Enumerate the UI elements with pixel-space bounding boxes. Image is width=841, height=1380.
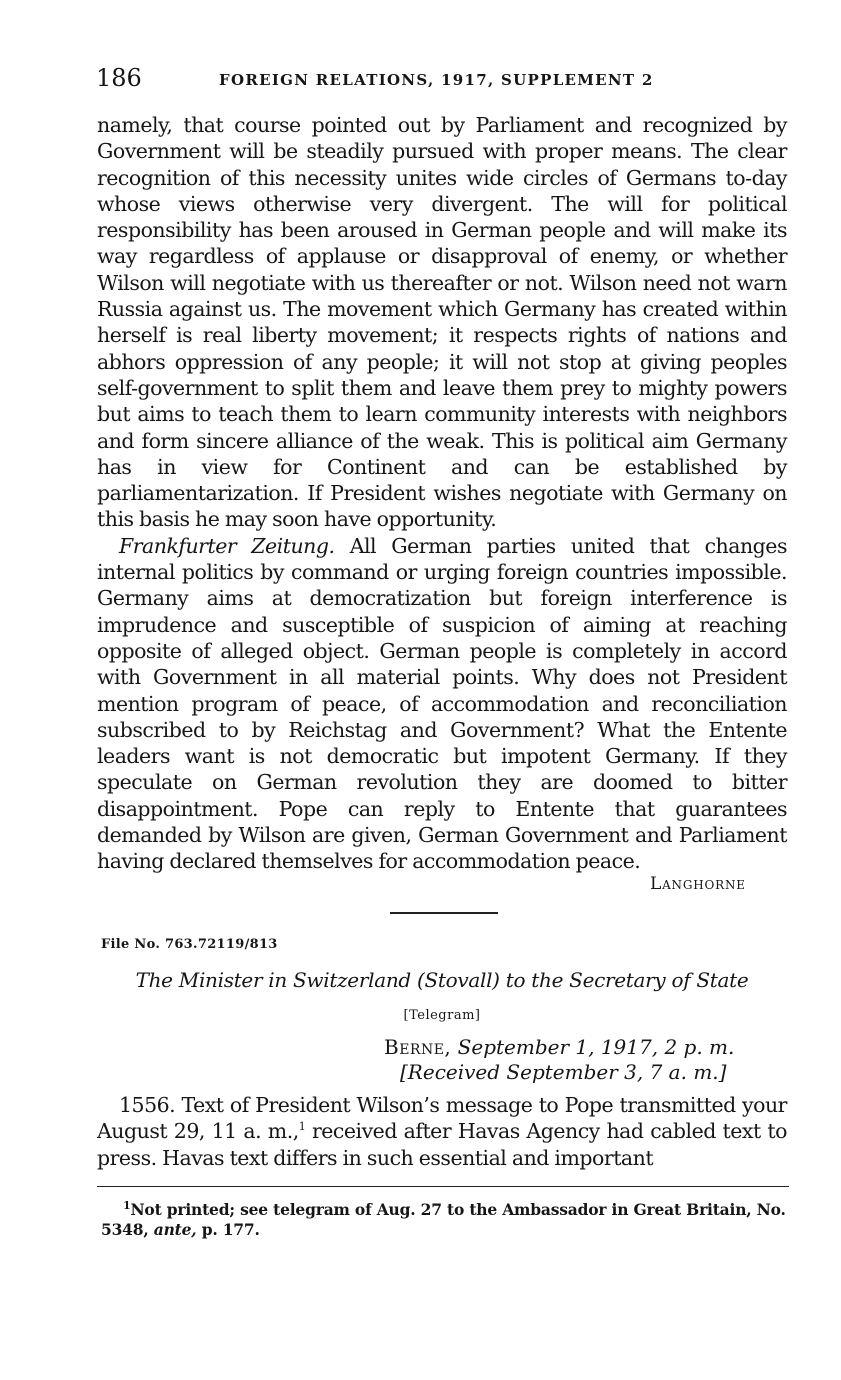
page-header	[96, 64, 788, 94]
running-head: FOREIGN RELATIONS, 1917, SUPPLEMENT 2	[219, 71, 654, 89]
newspaper-name: Frankfurter Zeitung.	[119, 533, 335, 558]
telegram-body	[97, 1092, 787, 1171]
footnote-marker: 1	[123, 1198, 131, 1212]
frankfurter-text: All German parties united that changes internal politics by command or urging foreign countries impossible. Germany aims at democratization but foreign interference is imprudence and susceptible of suspicion of aiming at reaching opposite of alleged object. German people is completely in accord with Government in all material points. Why does not President mention program of peace, of accommodation and reconciliation subscribed to by Reichstag and Government? What the Entente leaders want is not democratic but impotent Germany. If they speculate on German revolution they are doomed to bitter disappointment. Pope can reply to Entente that guarantees demanded by Wilson are given, German Government and Parliament having declared themselves for accommodation peace.	[97, 533, 787, 874]
file-number: File No. 763.72119/813	[101, 937, 278, 952]
dateline	[384, 1035, 734, 1059]
continued-paragraph: namely, that course pointed out by Parliament and recognized by Government will be steadily pursued with proper means. The clear recognition of this necessity unites wide circles of Germans to-day whose views otherwise very divergent. The will for political responsibility has been aroused in German people and will make its way regardless of applause or disapproval of enemy, or whether Wilson will negotiate with us thereafter or not. Wilson need not warn Russia against us. The movement which Germany has created within herself is real liberty movement; it respects rights of nations and abhors oppression of any people; it will not stop at giving peoples self-government to split them and leave them prey to mighty powers but aims to teach them to learn community interests with neighbors and form sincere alliance of the weak. This is political aim Germany has in view for Continent and can be established by parliamentarization. If President wishes negotiate with Germany on this basis he may soon have opportunity.	[97, 113, 787, 532]
frankfurter-paragraph	[97, 533, 787, 875]
dateline-place: Berne,	[384, 1035, 452, 1059]
signature-langhorne: Langhorne	[650, 874, 746, 894]
footnote-text-part2: p. 177.	[201, 1220, 260, 1239]
footnote-italic: ante,	[153, 1220, 197, 1239]
dateline-date: September 1, 1917, 2 p. m.	[457, 1035, 735, 1059]
telegram-text-part1: Text of President Wilson’s message to Pope transmitted your August 29, 11 a. m.,	[97, 1093, 787, 1144]
footnote-rule	[97, 1186, 789, 1187]
telegram-paragraph	[97, 1092, 787, 1171]
document-type: [Telegram]	[403, 1008, 481, 1023]
section-divider	[390, 912, 498, 914]
footnote-reference: 1	[298, 1120, 306, 1134]
document-title: The Minister in Switzerland (Stovall) to the Secretary of State	[135, 968, 749, 992]
telegram-number: 1556.	[119, 1093, 176, 1117]
continued-letter-body	[97, 112, 787, 875]
page-number: 186	[96, 64, 142, 92]
footnote	[101, 1200, 789, 1240]
received-date: [Received September 3, 7 a. m.]	[400, 1060, 727, 1084]
telegram-text-part2: received after Havas Agency had cabled text to press. Havas text differs in such essential and important	[97, 1119, 787, 1170]
footnote-text-part1: Not printed; see telegram of Aug. 27 to the Ambassador in Great Britain, No. 5348,	[101, 1200, 786, 1239]
